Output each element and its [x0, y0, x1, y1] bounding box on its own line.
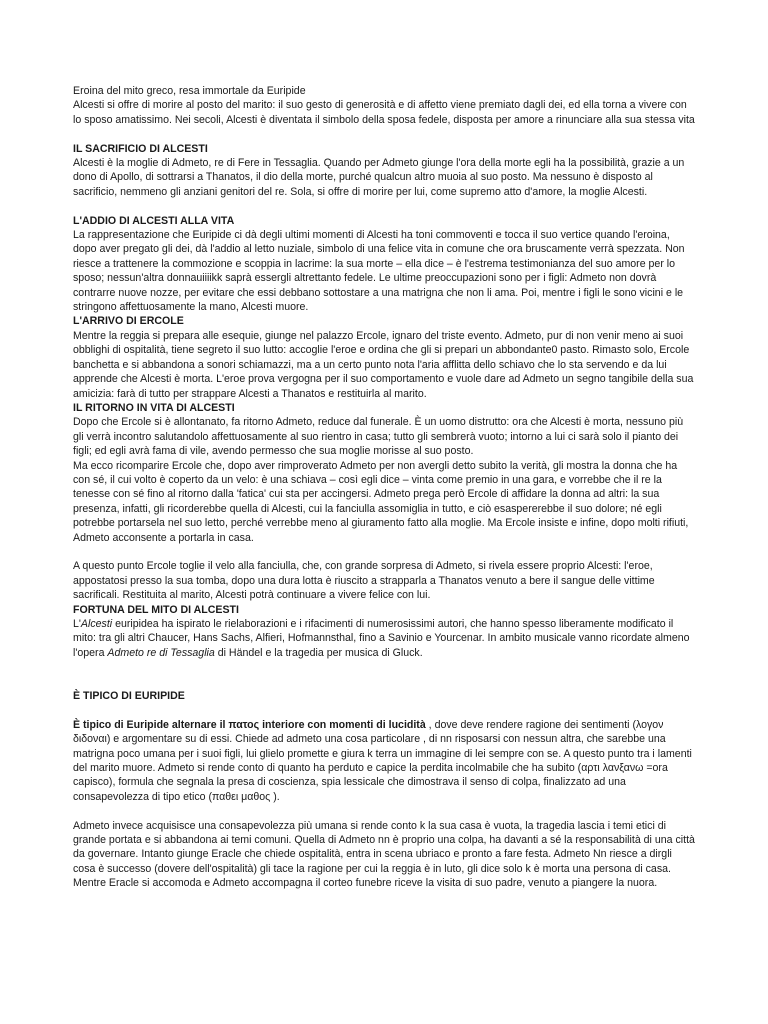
tipico-text-1: , dove deve rendere ragione dei sentimenti (λογον διδοναι) e argomentare su di essi. Chiede ad admeto una cosa particolare , di nn risposarsi con nessun altra, che sarebbe una matrigna poco umana per i suoi figli, lui glielo promette e giura k terra un immagine di lei sempre con se. A questo punto tra i lamenti del marito muore. Admeto si rende conto di quanto ha perduto e capice la perdita incolmabile che ha subito (αρτι λανξανω =ora capisco), formula che segnala la presa di coscienza, spia lessicale che dimostrava il senso di colpa, finalizzato ad una consapevolezza di tipo etico (παθει μαθος ).: [73, 718, 692, 803]
paragraph-tipico-1: [73, 718, 695, 804]
paragraph-sacrificio: Alcesti è la moglie di Admeto, re di Fere in Tessaglia. Quando per Admeto giunge l'ora della morte egli ha la possibilità, grazie a un dono di Apollo, di sottrarsi a Thanatos, il dio della morte, purché qualcun altro muoia al suo posto. Ma nessuno è disposto al sacrificio, nemmeno gli anziani genitori del re. Sola, si offre di morire per lui, come supremo atto d'amore, la moglie Alcesti.: [73, 157, 685, 198]
paragraph-ritorno-1: Dopo che Ercole si è allontanato, fa ritorno Admeto, reduce dal funerale. È un uomo distrutto: ora che Alcesti è morta, nessuno più gli verrà incontro salutandolo affettuosamente al suo rientro in casa; tutto gli sembrerà vuoto; intorno a lui ci sarà solo il pianto dei figli; ed egli avrà fama di vile, avendo permesso che sua moglie morisse al suo posto.: [73, 416, 684, 458]
paragraph-ritorno-3: A questo punto Ercole toglie il velo alla fanciulla, che, con grande sorpresa di Admeto, si rivela essere proprio Alcesti: l'eroe, appostatosi presso la sua tomba, dopo una dura lotta è riuscito a strapparla a Thanatos venuto a bere il sangue delle vittime sacrificali. Restituita al marito, Alcesti potrà continuare a vivere felice con lui.: [73, 560, 655, 602]
fortuna-text-pre: L': [73, 617, 81, 630]
fortuna-text-mid: euripidea ha ispirato le rielaborazioni e i rifacimenti di numerosissimi autori, che hanno spesso liberamente modificato il mito: tra gli altri Chaucer, Hans Sachs, Alfieri, Hofmannsthal, fino a Savinio e Yourcenar. In ambito musicale vanno ricordate almeno l'opera: [73, 617, 690, 659]
tipico-bold-lead: È tipico di Euripide alternare il πατος interiore con momenti di lucidità: [73, 718, 426, 731]
paragraph-ritorno-2: Ma ecco ricomparire Ercole che, dopo aver rimproverato Admeto per non avergli detto subito la verità, gli mostra la donna che ha con sé, il cui volto è coperto da un velo: è una schiava – così egli dice – vinta come premio in una gara, e vorrebbe che il re la tenesse con sé fino al ritorno dalla 'fatica' cui sta per accingersi. Admeto prega però Ercole di affidare la donna ad altri: la sua presenza, infatti, gli ricorderebbe quella di Alcesti, cui la fanciulla assomiglia in tutto, e ciò esaspererebbe il suo dolore; né egli potrebbe portarsela nel suo letto, perché verrebbe meno al giuramento fatto alla moglie. Ma Ercole insiste e infine, dopo molti rifiuti, Admeto acconsente a portarla in casa.: [73, 459, 689, 544]
document-page: [73, 84, 695, 891]
heading-sacrificio: IL SACRIFICIO DI ALCESTI: [73, 142, 208, 155]
fortuna-title-admeto: Admeto re di Tessaglia: [107, 646, 215, 659]
paragraph-arrivo: Mentre la reggia si prepara alle esequie, giunge nel palazzo Ercole, ignaro del triste evento. Admeto, pur di non venir meno ai suoi obblighi di ospitalità, tiene segreto il suo lutto: accoglie l'eroe e ordina che gli si prepari un abbondante0 pasto. Rimasto solo, Ercole banchetta e si abbandona a sonori schiamazzi, ma a un certo punto nota l'aria afflitta dello schiavo che lo sta servendo e da lui apprende che Alcesti è morta. L'eroe prova vergogna per il suo comportamento e vuole dare ad Admeto un segno tangibile della sua amicizia: farà di tutto per strappare Alcesti a Thanatos e restituirla al marito.: [73, 329, 694, 400]
fortuna-text-post: di Händel e la tragedia per musica di Gluck.: [214, 646, 423, 659]
paragraph-addio: La rappresentazione che Euripide ci dà degli ultimi momenti di Alcesti ha toni commoventi e tocca il suo vertice quando l'eroina, dopo aver pregato gli dei, dà l'addio al letto nuziale, simbolo di una felice vita in comune che ora bruscamente verrà spezzata. Non riesce a trattenere la commozione e scoppia in lacrime: la sua morte – ella dice – è l'estrema testimonianza del suo amore per lo sposo; nessun'altra donnauiiiikk saprà essergli altrettanto fedele. Le ultime preoccupazioni sono per i figli: Admeto non dovrà contrarre nuove nozze, per evitare che essi debbano sottostare a una matrigna che non li ama. Poi, mentre i figli le sono vicini e le stringono affettuosamente la mano, Alcesti muore.: [73, 229, 685, 314]
heading-arrivo: L'ARRIVO DI ERCOLE: [73, 315, 184, 328]
heading-fortuna: FORTUNA DEL MITO DI ALCESTI: [73, 603, 239, 616]
paragraph-fortuna: [73, 617, 695, 660]
intro-paragraph: Alcesti si offre di morire al posto del marito: il suo gesto di generosità e di affetto viene premiato dagli dei, ed ella torna a vivere con lo sposo amatissimo. Nei secoli, Alcesti è diventata il simbolo della sposa fedele, disposta per amore a rinunciare alla sua stessa vita: [73, 99, 695, 126]
paragraph-tipico-2: Admeto invece acquisisce una consapevolezza più umana si rende conto k la sua casa è vuota, la tragedia lascia i temi etici di grande portata e si abbandona ai temi comuni. Quella di Admeto nn è proprio una colpa, ha davanti a sé la responsabilità di una città da governare. Intanto giunge Eracle che chiede ospitalità, entra in scena ubriaco e pronto a fare festa. Admeto Nn riesce a dirgli cosa è successo (dovere dell'ospitalità) gli tace la ragione per cui la reggia è in luto, gli dice solo k è morta una persona di casa. Mentre Eracle si accomoda e Admeto accompagna il corteo funebre riceve la visita di suo padre, venuto a piangere la nuora.: [73, 819, 695, 890]
fortuna-title-alcesti: Alcesti: [80, 617, 113, 630]
intro-subtitle: Eroina del mito greco, resa immortale da Euripide: [73, 85, 306, 97]
heading-ritorno: IL RITORNO IN VITA DI ALCESTI: [73, 401, 235, 414]
heading-addio: L'ADDIO DI ALCESTI ALLA VITA: [73, 214, 235, 227]
heading-tipico: È TIPICO DI EURIPIDE: [73, 690, 185, 702]
